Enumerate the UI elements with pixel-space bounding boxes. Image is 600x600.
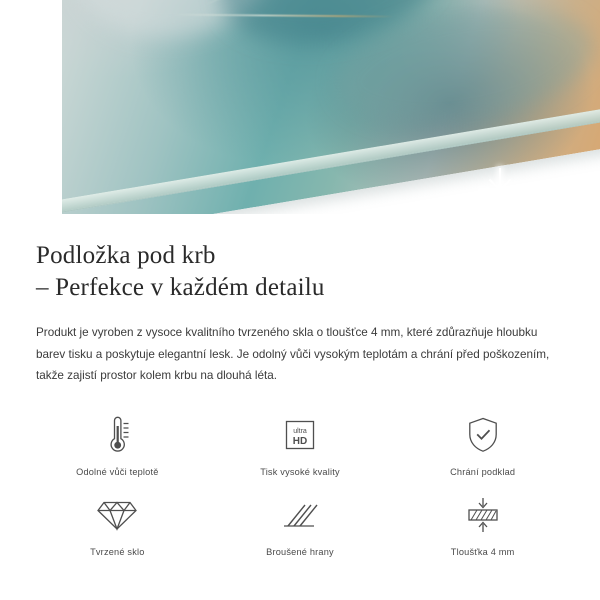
svg-text:HD: HD	[292, 435, 308, 447]
feature-item-tempered-glass	[26, 493, 209, 557]
sparkle-ray	[489, 179, 512, 202]
description-content	[0, 222, 600, 387]
feature-grid	[0, 413, 600, 557]
glass-panel-artwork	[0, 0, 600, 222]
thermometer-icon	[100, 413, 134, 457]
feature-item-temperature	[26, 413, 209, 477]
thickness-arrows-icon	[461, 493, 505, 537]
feature-label: Broušené hrany	[266, 546, 334, 557]
page-title-line-1: Podložka pod krb	[36, 242, 216, 269]
page-title	[36, 240, 564, 304]
svg-text:ultra: ultra	[293, 427, 307, 435]
hero-image-inner	[0, 0, 600, 222]
polished-edges-icon	[278, 493, 322, 537]
description-paragraph: Produkt je vyroben z vysoce kvalitního tvrzeného skla o tloušťce 4 mm, které zdůrazňuje hloubku barev tisku a poskytuje elegantní lesk. Je odolný vůči vysokým teplotám a chrání před poškozením, takže zajistí prostor kolem krbu na dlouhá léta.	[36, 326, 550, 383]
feature-label: Tisk vysoké kvality	[260, 466, 340, 477]
hero-image	[0, 0, 600, 222]
sparkle-ray	[489, 179, 512, 202]
shield-check-icon	[464, 413, 502, 457]
feature-item-thickness	[391, 493, 574, 557]
feature-label: Odolné vůči teplotě	[76, 466, 159, 477]
feature-label: Chrání podklad	[450, 466, 516, 477]
ultra-hd-icon	[279, 413, 321, 457]
sparkle-icon	[478, 168, 522, 212]
feature-item-polished-edges	[209, 493, 392, 557]
feature-item-protection	[391, 413, 574, 477]
diamond-icon	[95, 493, 139, 537]
hero-left-margin	[0, 0, 62, 222]
feature-label: Tvrzené sklo	[90, 546, 145, 557]
hero-bottom-margin	[0, 214, 600, 222]
feature-item-print-quality	[209, 413, 392, 477]
page-title-line-2: – Perfekce v každém detailu	[36, 274, 325, 301]
feature-label: Tloušťka 4 mm	[450, 546, 515, 557]
